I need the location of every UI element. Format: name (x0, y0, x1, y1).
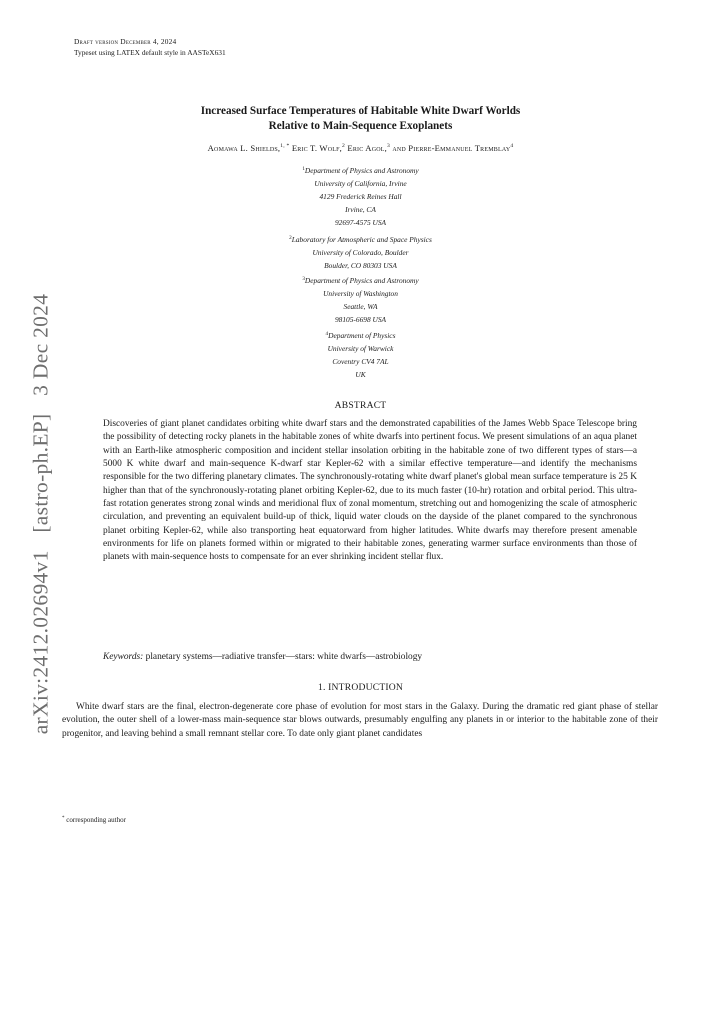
affiliation-4: $^4$Department of Physics University of Warwick Coventry CV4 7AL UK (325, 331, 396, 379)
arxiv-date: 3 Dec 2024 (28, 293, 53, 396)
draft-version-label: Draft version December 4, 2024 (74, 37, 177, 46)
paper-title (0, 104, 721, 134)
abstract-text: Discoveries of giant planet candidates orbiting white dwarf stars and the demonstrated capabilities of the James Webb Space Telescope bring the possibility of detecting rocky planets in the habitable zones of white dwarfs into pertinent focus. We present simulations of an aqua planet with an Earth-like atmospheric composition and incident stellar insolation orbiting in the habitable zone of two different types of stars—a 5000 K white dwarf and main-sequence K-dwarf star Kepler-62 with a similar effective temperature—and identify the mechanisms responsible for the two differing planetary climates. The synchronously-rotating white dwarf planet's global mean surface temperature is 25 K higher than that of the synchronously-rotating planet orbiting Kepler-62, due to its much faster (10-hr) rotation and orbital period. This ultra-fast rotation generates strong zonal winds and meridional flux of zonal momentum, stretching out and homogenizing the scale of atmospheric circulation, and preventing an equivalent build-up of thick, liquid water clouds on the dayside of the planet compared to the synchronous planet orbiting Kepler-62, while also transporting heat equatorward from higher latitudes. White dwarfs may therefore present amenable environments for life on planets formed within or migrated to their habitable zones, generating warmer surface environments than those of planets with main-sequence hosts to compensate for an ever shrinking incident stellar flux. (103, 419, 637, 563)
affiliation-2: $^2$Laboratory for Atmospheric and Space Physics University of Colorado, Boulder Boulder, CO 80303 USA (289, 235, 432, 270)
arxiv-category: [astro-ph.EP] (28, 413, 53, 533)
introduction-heading: 1. INTRODUCTION (317, 682, 404, 693)
affiliation-3: $^3$Department of Physics and Astronomy University of Washington Seattle, WA 98105-6698 USA (302, 276, 419, 324)
introduction-text: White dwarf stars are the final, electron-degenerate core phase of evolution for most stars in the Galaxy. During the dramatic red giant phase of stellar evolution, the outer shell of a lower-mass main-sequence star blows outwards, presumably engulfing any planets in or interior to the habitable zone of their progenitor, and leaving behind a small remnant stellar core. To date only giant planet candidates (62, 702, 658, 739)
arxiv-id: arXiv:2412.02694v1 (28, 550, 53, 735)
author: Eric Agol,$^3$ (347, 143, 390, 153)
keywords-label: Keywords: (103, 652, 144, 662)
author: Eric T. Wolf,$^2$ (291, 143, 346, 153)
keywords (103, 652, 637, 662)
title-line: Relative to Main-Sequence Exoplanets (268, 120, 453, 132)
footnote-mark: * (62, 816, 65, 821)
author-list (0, 143, 721, 153)
footnote (62, 816, 126, 824)
footnote-text: corresponding author (66, 816, 126, 824)
title-line: Increased Surface Temperatures of Habitable White Dwarf Worlds (200, 105, 521, 117)
keywords-text: planetary systems—radiative transfer—stars: white dwarfs—astrobiology (145, 652, 423, 662)
abstract-heading: ABSTRACT (334, 400, 387, 411)
author: Aomawa L. Shields,$^{1, *}$ (207, 143, 290, 153)
typeset-label: Typeset using LATEX default style in AASTeX631 (74, 48, 226, 57)
arxiv-stamp (29, 288, 54, 741)
affiliation-1: $^1$Department of Physics and Astronomy University of California, Irvine 4129 Frederick Reines Hall Irvine, CA 92697-4575 USA (302, 166, 419, 227)
author: and Pierre-Emmanuel Tremblay$^4$ (392, 143, 514, 153)
